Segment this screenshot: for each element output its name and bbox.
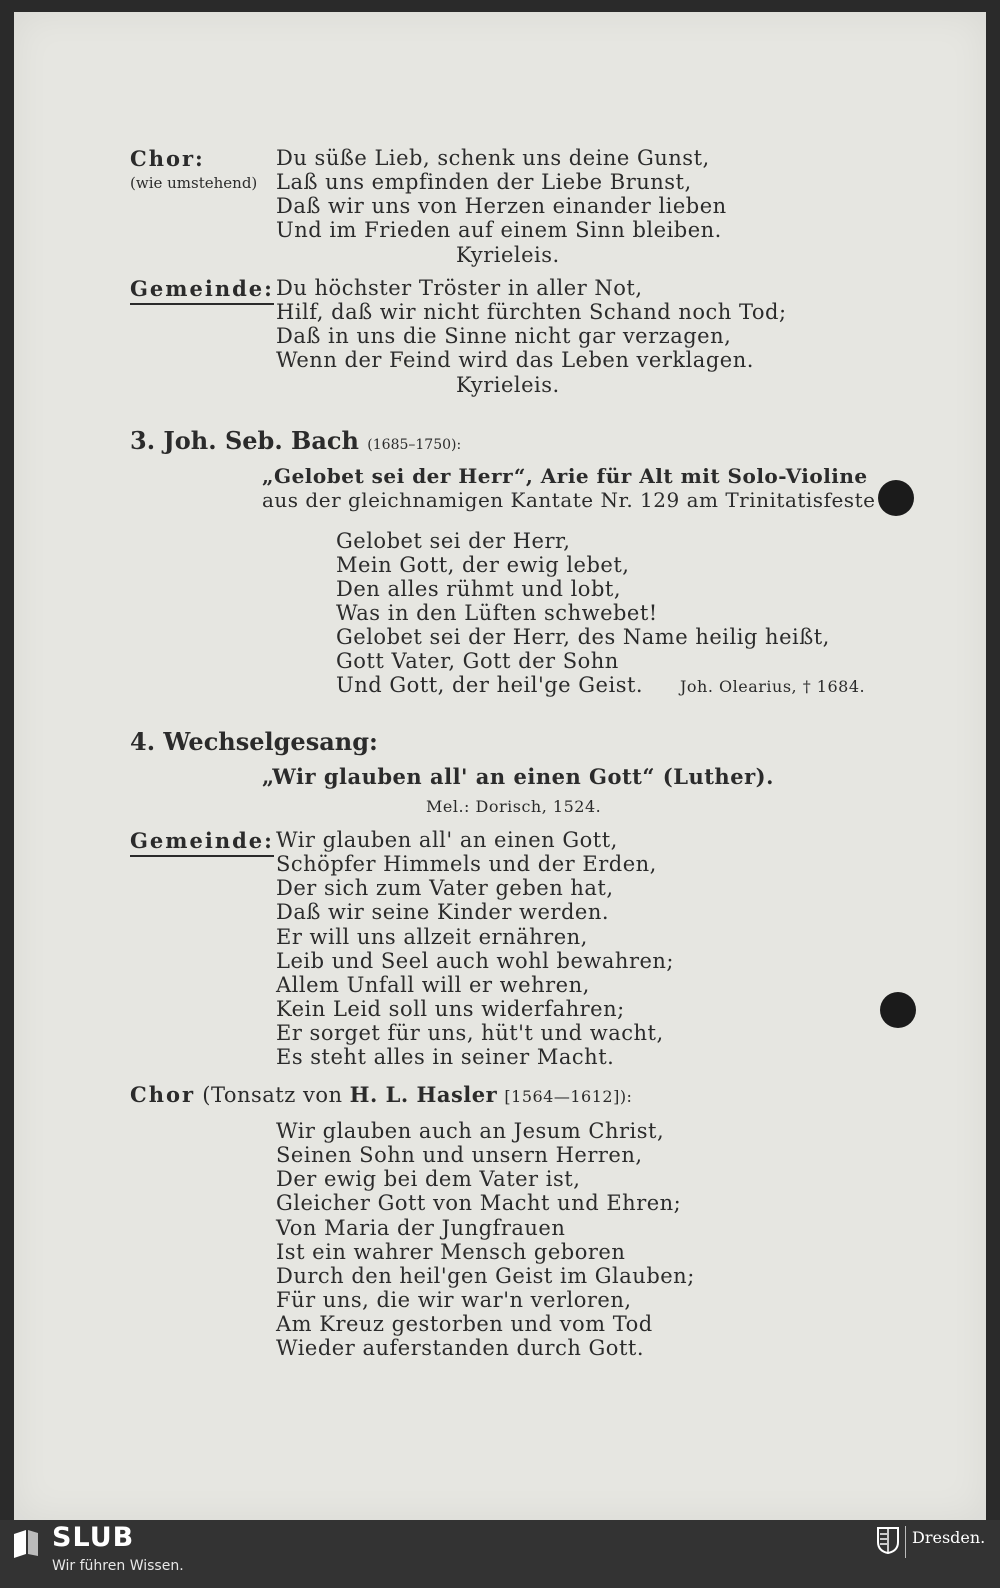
verse-line: Durch den heil'gen Geist im Glauben; (276, 1264, 695, 1288)
section-title: Wechselgesang: (163, 727, 378, 756)
verse-line: Am Kreuz gestorben und vom Tod (276, 1312, 653, 1336)
lyric-line: Den alles rühmt und lobt, (336, 577, 621, 601)
composer-name: Joh. Seb. Bach (163, 426, 359, 455)
lyric-line: Mein Gott, der ewig lebet, (336, 553, 630, 577)
verse-line: Daß wir uns von Herzen einander lieben (276, 194, 727, 218)
verse-line: Wir glauben all' an einen Gott, (276, 828, 618, 852)
lyric-line: Gelobet sei der Herr, (336, 529, 571, 553)
verse-line: Es steht alles in seiner Macht. (276, 1045, 615, 1069)
verse-line: Daß wir seine Kinder werden. (276, 900, 610, 924)
verse-line: Und im Frieden auf einem Sinn bleiben. (276, 218, 722, 242)
viewer-footer (0, 1520, 1000, 1588)
verse-line: Wieder auferstanden durch Gott. (276, 1336, 644, 1360)
document-page (14, 12, 986, 1520)
chor-label: Chor: (130, 146, 205, 171)
divider (905, 1526, 906, 1558)
dresden-logo-text[interactable]: Dresden. (912, 1528, 986, 1547)
verse-line: Der ewig bei dem Vater ist, (276, 1167, 581, 1191)
section-heading (130, 727, 378, 756)
verse-line: Wir glauben auch an Jesum Christ, (276, 1119, 665, 1143)
work-description: „Gelobet sei der Herr“, Arie für Alt mit Solo-Violine (262, 464, 868, 488)
section-number: 4. (130, 727, 156, 756)
verse-line: Leib und Seel auch wohl bewahren; (276, 949, 675, 973)
dresden-crest-icon (876, 1526, 900, 1554)
verse-line: Du höchster Tröster in aller Not, (276, 276, 643, 300)
slub-logo-icon (12, 1528, 40, 1558)
gemeinde-label: Gemeinde: (130, 828, 274, 857)
tonsatz-note: (Tonsatz von (202, 1083, 350, 1107)
lyric-line: Was in den Lüften schwebet! (336, 601, 658, 625)
verse-line: Allem Unfall will er wehren, (276, 973, 590, 997)
verse-line: Er sorget für uns, hüt't und wacht, (276, 1021, 664, 1045)
kyrie-line: Kyrieleis. (456, 243, 560, 267)
verse-line: Du süße Lieb, schenk uns deine Gunst, (276, 146, 710, 170)
work-description: aus der gleichnamigen Kantate Nr. 129 am Trinitatisfeste (262, 488, 876, 512)
chor-label: Chor (130, 1082, 196, 1107)
melody-note: Mel.: Dorisch, 1524. (426, 797, 602, 816)
verse-line: Daß in uns die Sinne nicht gar verzagen, (276, 324, 732, 348)
punch-hole (880, 992, 916, 1028)
verse-line: Seinen Sohn und unsern Herren, (276, 1143, 643, 1167)
lyric-author: Joh. Olearius, † 1684. (680, 677, 866, 696)
kyrie-line: Kyrieleis. (456, 373, 560, 397)
verse-line: Ist ein wahrer Mensch geboren (276, 1240, 626, 1264)
verse-line: Hilf, daß wir nicht fürchten Schand noch Tod; (276, 300, 787, 324)
hymn-title: „Wir glauben all' an einen Gott“ (Luther). (262, 764, 774, 789)
punch-hole (878, 480, 914, 516)
verse-line: Laß uns empfinden der Liebe Brunst, (276, 170, 692, 194)
verse-line: Er will uns allzeit ernähren, (276, 925, 588, 949)
verse-line: Von Maria der Jungfrauen (276, 1216, 566, 1240)
section-number: 3. (130, 426, 156, 455)
verse-line: Wenn der Feind wird das Leben verklagen. (276, 348, 754, 372)
slub-logo-text[interactable]: SLUB (52, 1522, 135, 1553)
lyric-line: Gott Vater, Gott der Sohn (336, 649, 619, 673)
verse-line: Für uns, die wir war'n verloren, (276, 1288, 632, 1312)
verse-line: Der sich zum Vater geben hat, (276, 876, 614, 900)
gemeinde-label: Gemeinde: (130, 276, 274, 305)
composer-dates: (1685–1750): (367, 437, 462, 453)
verse-line: Schöpfer Himmels und der Erden, (276, 852, 657, 876)
section-heading (130, 426, 461, 455)
chor-heading (130, 1082, 632, 1107)
verse-line: Gleicher Gott von Macht und Ehren; (276, 1191, 682, 1215)
arranger-dates: [1564—1612]): (504, 1087, 633, 1106)
arranger-name: H. L. Hasler (349, 1082, 498, 1107)
lyric-line: Und Gott, der heil'ge Geist. (336, 673, 644, 697)
chor-note: (wie umstehend) (130, 174, 258, 192)
lyric-line: Gelobet sei der Herr, des Name heilig heißt, (336, 625, 830, 649)
slub-tagline: Wir führen Wissen. (52, 1558, 184, 1574)
verse-line: Kein Leid soll uns widerfahren; (276, 997, 625, 1021)
